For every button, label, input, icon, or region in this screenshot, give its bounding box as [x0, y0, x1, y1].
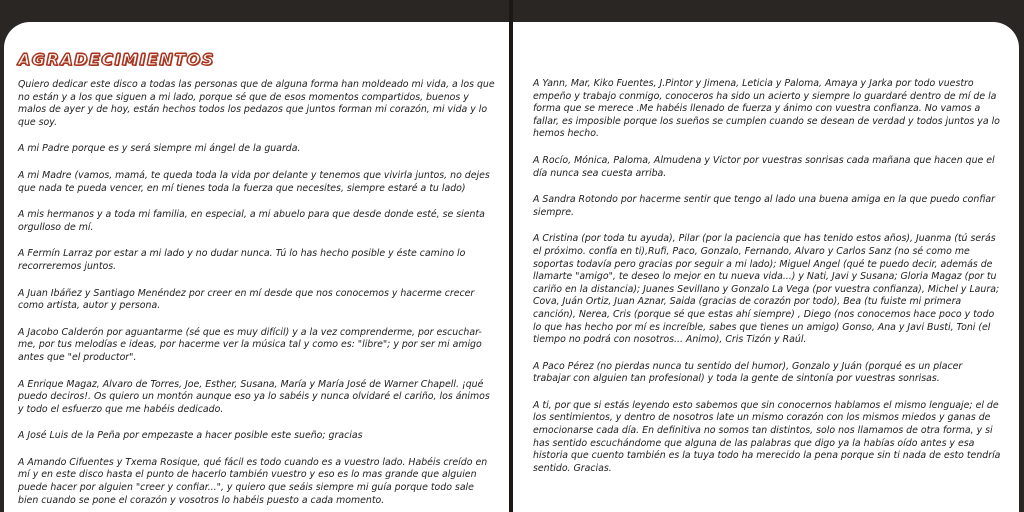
paragraph: A Rocío, Mónica, Paloma, Almudena y Victor por vuestras sonrisas cada mañana que hacen que el día nunca sea cuesta arriba.: [533, 154, 995, 179]
paragraph: A mi Padre porque es y será siempre mi ángel de la guarda.: [18, 143, 301, 155]
paragraph: A Cristina (por toda tu ayuda), Pilar (por la paciencia que has tenido estos años), Juanma (tú serás el próximo. confía en ti),Rufi, Paco, Gonzalo, Fernando, Alvaro y Carlos Sanz (no sé como me soportas todavía pero gracias por seguir a mi lado); Miguel Angel (qué te puedo decir, además de llamarte "amigo", te deseo lo mejor en tu nueva vida...) y Nati, Javi y Susana; Gloria Magaz (por tu cariño en la distancia); Juanes Sevillano y Gonzalo La Vega (por vuestra confianza), Michel y Laura; Cova, Juán Ortiz, Juan Aznar, Saida (gracias de corazón por todo), Bea (tu fuiste mi primera canción), Nerea, Cris (porque sé que estas ahí siempre) , Diego (nos conocemos hace poco y todo lo que has hecho por mí es increíble, sabes que tienes un amigo) Gonso, Ana y Javi Busti, Toni (el tiempo no podrá con nosotros... Animo), Cris Tizón y Raúl.: [533, 233, 1000, 346]
paragraph: A Yann, Mar, Kiko Fuentes, J.Pintor y Jimena, Leticia y Paloma, Amaya y Jarka por todo vuestro empeño y trabajo conmigo, conoceros ha sido un acierto y siempre lo guardaré dentro de mí de la forma que se merece .Me habéis llenado de fuerza y ánimo con vuestra confianza. No vamos a fallar, es imposible porque los sueños se cumplen cuando se desean de verdad y todos juntos ya lo hemos hecho.: [533, 78, 1000, 140]
paragraph: A Amando Cifuentes y Txema Rosique, qué fácil es todo cuando es a vuestro lado. Habéis creído en mí y en este disco hasta el punto de hacerlo también vuestro y eso es lo mas grande que alguien puede hacer por alguien "creer y confiar...", y quiero que seáis siempre mi guía porque todo sale bien cuando se pone el corazón y vosotros lo habéis puesto a cada momento.: [18, 456, 488, 506]
paragraph: A Jacobo Calderón por aguantarme (sé que es muy difícil) y a la vez comprenderme, por escuchar-me, por tus melodías e ideas, por hacerme ver la música tal y como es: "libre"; y por ser mi amigo antes que "el productor".: [18, 326, 482, 363]
paragraph: A Juan Ibáñez y Santiago Menéndez por creer en mí desde que nos conocemos y hacerme crecer como artista, autor y persona.: [18, 287, 475, 312]
paragraph: A mis hermanos y a toda mi familia, en especial, a mi abuelo para que desde donde esté, se sienta orgulloso de mí.: [18, 209, 485, 233]
paragraph: Quiero dedicar este disco a todas las personas que de alguna forma han moldeado mi vida, a los que no están y a los que siguen a mi lado, porque sé que de esos momentos compartidos, buenos y malos de ayer y de hoy, están hechos todos los pedazos que juntos forman mi corazón, mi vida y lo que soy.: [18, 79, 495, 128]
page-heading: AGRADECIMIENTOS: [18, 50, 215, 69]
paragraph: A José Luis de la Peña por empezaste a hacer posible este sueño; gracias: [18, 430, 363, 442]
paragraph: A Fermín Larraz por estar a mi lado y no dudar nunca. Tú lo has hecho posible y éste camino lo recorreremos juntos.: [18, 248, 466, 272]
left-page: [4, 22, 509, 512]
paragraph: A Enrique Magaz, Alvaro de Torres, Joe, Esther, Susana, María y María José de Warner Chapell. ¡qué puedo deciros!. Os quiero un montón aunque eso ya lo sabéis y nunca olvidaré el cariño, los ánimos y todo el esfuerzo que me habéis dedicado.: [18, 378, 490, 415]
right-page: [513, 22, 1019, 512]
paragraph: A mi Madre (vamos, mamá, te queda toda la vida por delante y tenemos que vivirla juntos, no dejes que nada te pueda vencer, en mí tienes toda la fuerza que necesites, siempre estaré a tu lado): [18, 169, 490, 194]
paragraph: A ti, por que si estás leyendo esto sabemos que sin conocernos hablamos el mismo lenguaje; el de los sentimientos, y dentro de nosotros late un mismo corazón con los mismos miedos y ganas de emocionarse cada día. En definitiva no somos tan distintos, solo nos llamamos de otra forma, y si has sentido escuchándome que alguna de las palabras que digo ya la habías oído antes y esa historia que cuento también es la tuya todo ha merecido la pena porque sin ti nada de esto tendría sentido. Gracias.: [533, 399, 1001, 474]
paragraph: A Paco Pérez (no pierdas nunca tu sentido del humor), Gonzalo y Juán (porqué es un placer trabajar con alguien tan profesional) y toda la gente de sintonía por vuestras sonrisas.: [533, 360, 963, 385]
paragraph: A Sandra Rotondo por hacerme sentir que tengo al lado una buena amiga en la que puedo confiar siempre.: [533, 194, 996, 218]
